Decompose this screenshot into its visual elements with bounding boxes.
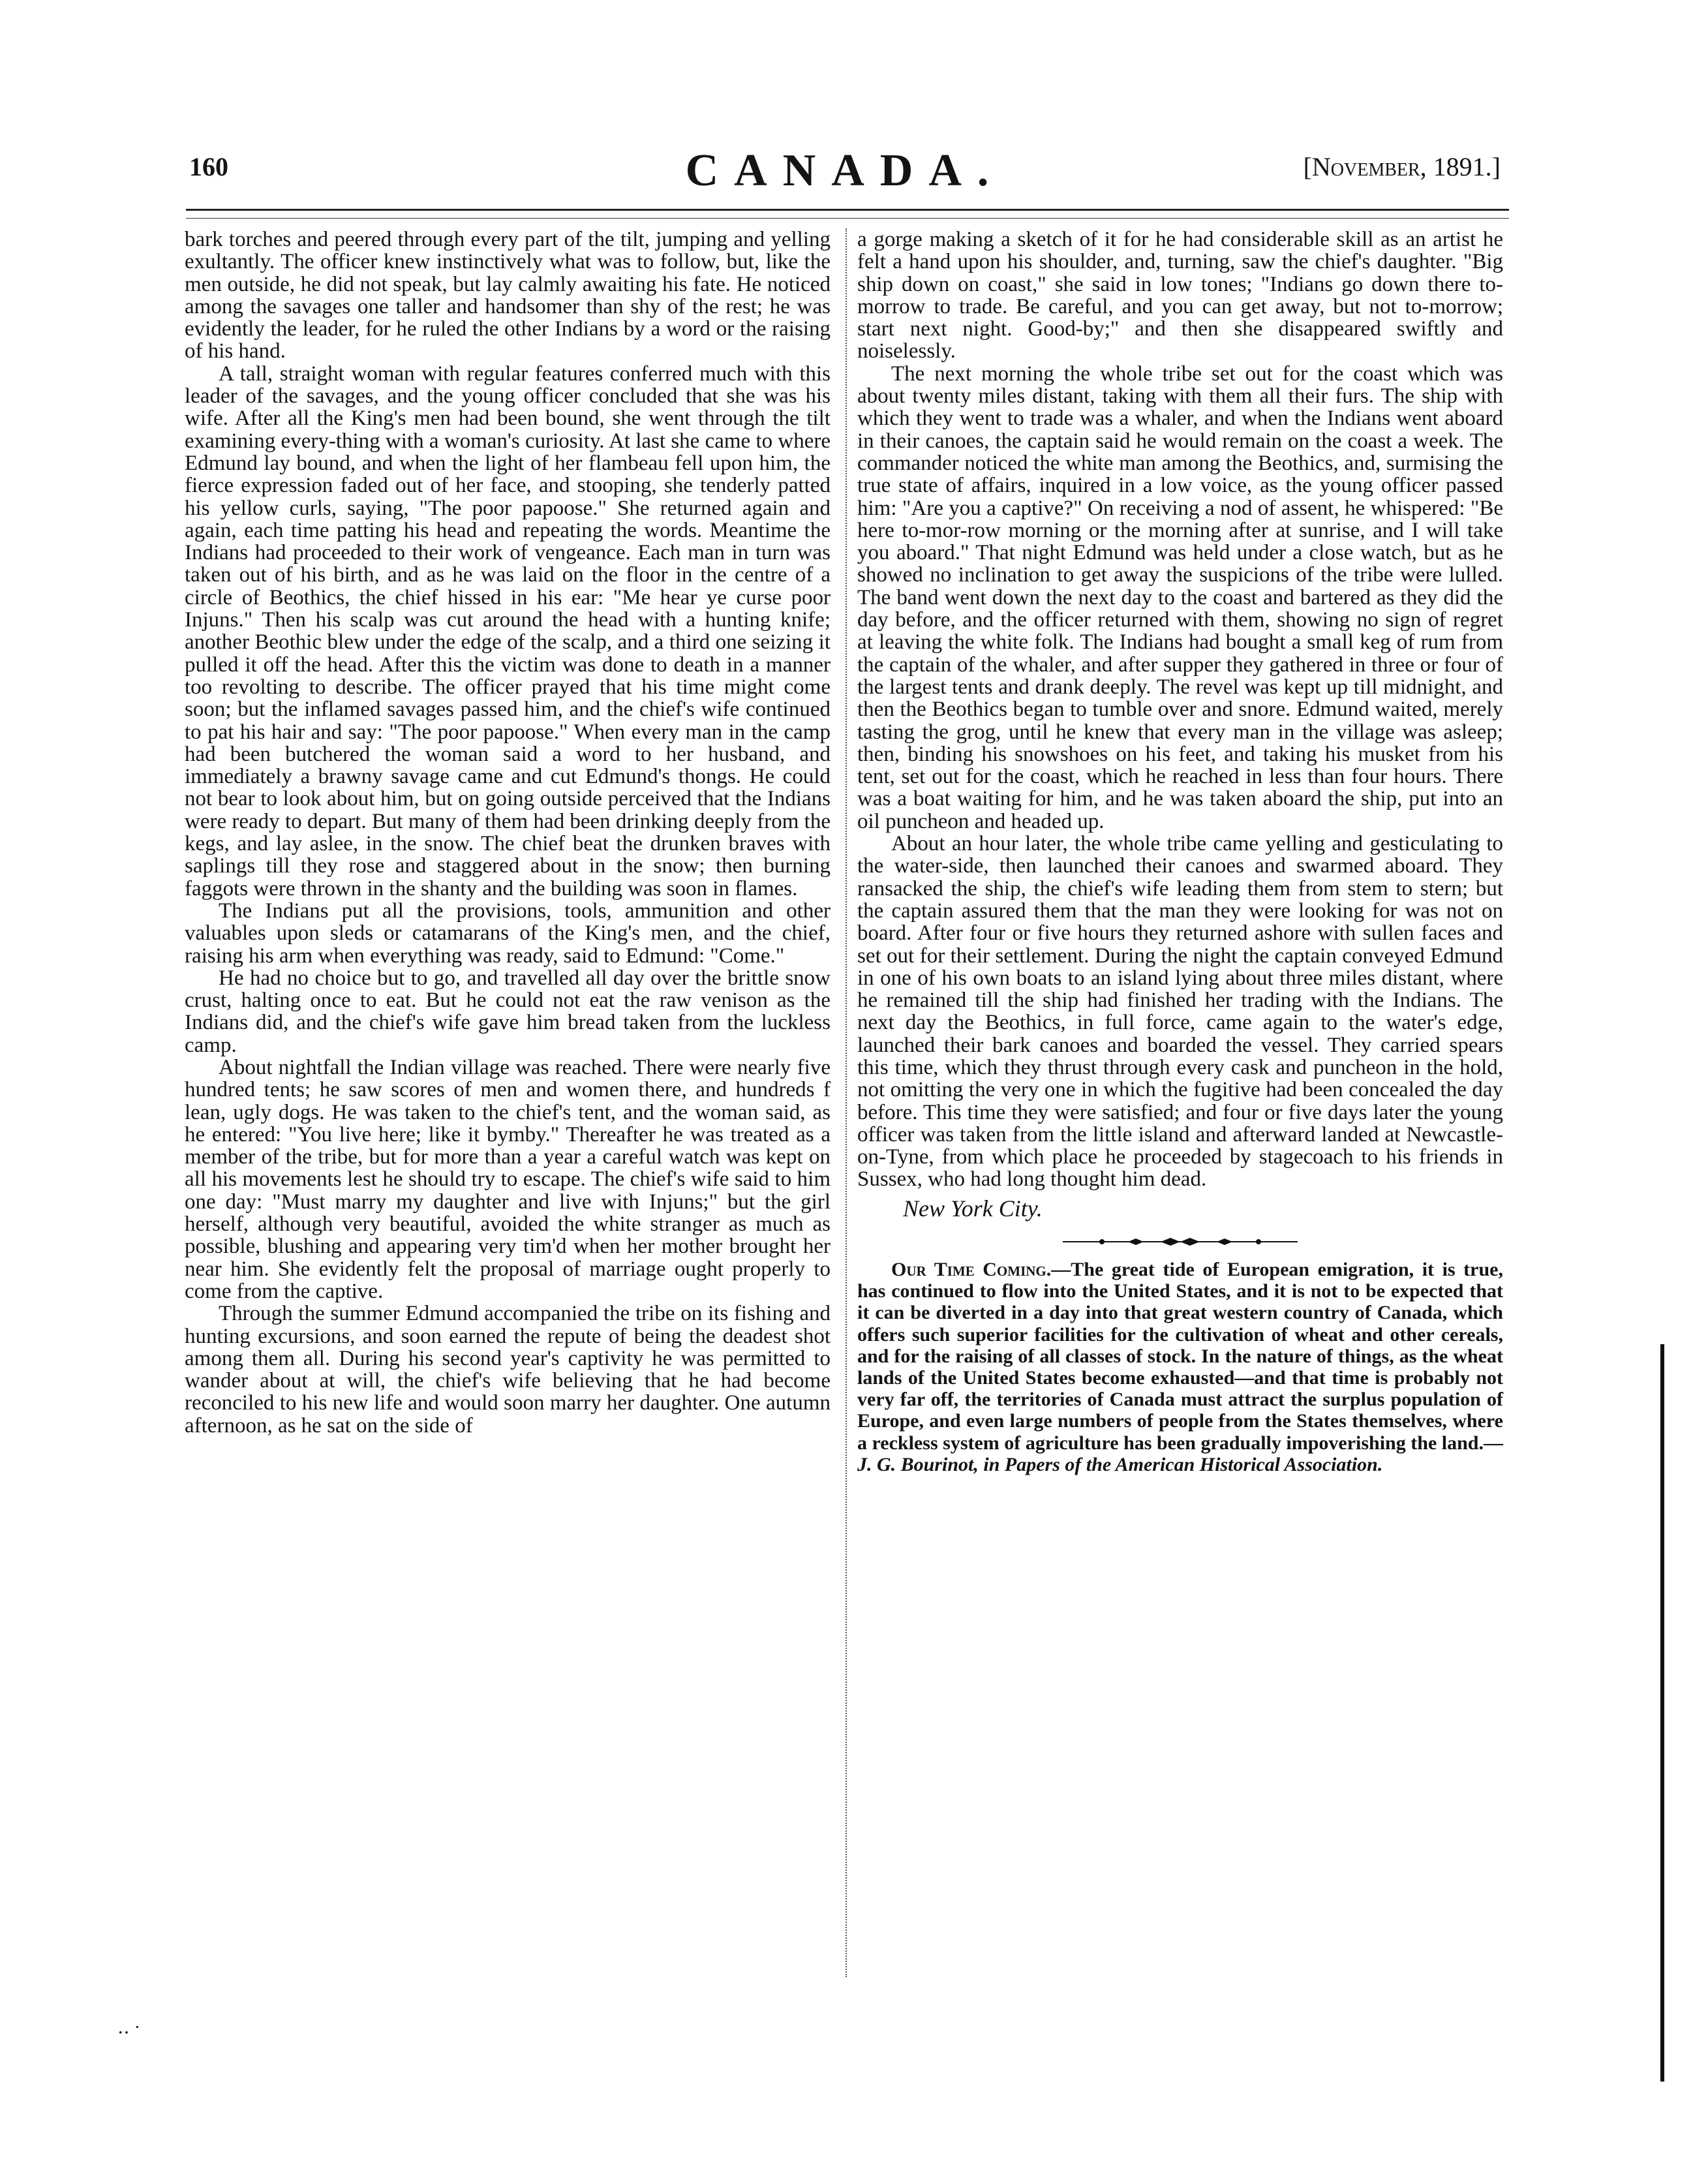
left-paragraph: The Indians put all the provisions, tools, ammunition and other valuables upon sleds or catamarans of the King's men, and the chief, raising his arm when everything was ready, said to Edmund: "Come." [185, 899, 831, 968]
issue-date: [November, 1891.] [1303, 152, 1501, 181]
header-rule-thin [186, 218, 1509, 219]
article-signature: New York City. [903, 1195, 1043, 1222]
left-paragraph: A tall, straight woman with regular features conferred much with this leader of the savages, and the young officer concluded that she was his wife. After all the King's men had been bound, she went through the tilt examining every-thing with a woman's curiosity. At last she came to where Edmund lay bound, and when the light of her flambeau fell upon him, the fierce expression faded out of her face, and stooping, she tenderly patted his yellow curls, saying, "The poor papoose." She returned again and again, each time patting his head and repeating the words. Meantime the Indians had proceeded to their work of vengeance. Each man in turn was taken out of his birth, and as he was laid on the floor in the centre of a circle of Beothics, the chief hissed in his ear: "Me hear ye curse poor Injuns." Then his scalp was cut around the head with a hunting knife; another Beothic blew under the edge of the scalp, and a third one seizing it pulled it off the head. After this the victim was done to death in a manner too revolting to describe. The officer prayed that his time might come soon; but the inflamed savages passed him, and the chief's wife continued to pat his hair and say: "The poor papoose." When every man in the camp had been butchered the woman said a word to her husband, and immediately a brawny savage came and cut Edmund's thongs. He could not bear to look about him, but on going outside perceived that the Indians were ready to depart. But many of them had been drinking deeply from the kegs, and lay aslee, in the snow. The chief beat the drunken braves with saplings till they rose and staggered about in the snow; then burning faggots were thrown in the shanty and the building was soon in flames. [185, 361, 831, 900]
note-heading: Our Time Coming. [891, 1259, 1052, 1281]
scan-edge-mark [1660, 1344, 1664, 2082]
left-column [185, 228, 831, 1437]
header-rule [186, 209, 1509, 211]
news-note [857, 1259, 1503, 1475]
left-paragraph: bark torches and peered through every part of the tilt, jumping and yelling exultantly. The officer knew instinctively what was to follow, but, like the men outside, he did not speak, but lay calmly awaiting his fate. He noticed among the savages one taller and handsomer than shy of the rest; he was evidently the leader, for he ruled the other Indians by a word or the raising of his hand. [185, 228, 831, 363]
left-paragraph: He had no choice but to go, and travelled all day over the brittle snow crust, halting once to eat. But he could not eat the raw venison as the Indians did, and the chief's wife gave him bread taken from the luckless camp. [185, 966, 831, 1057]
right-paragraph: About an hour later, the whole tribe came yelling and gesticulating to the water-side, then launched their canoes and swarmed aboard. They ransacked the ship, the chief's wife leading them from stem to stern; but the captain assured them that the man they were looking for was not on board. After four or five hours they returned ashore with sullen faces and set out for their settlement. During the night the captain conveyed Edmund in one of his own boats to an island lying about three miles distant, where he remained till the ship had finished her trading with the Indians. The next day the Beothics, in full force, came again to the water's edge, launched their bark canoes and boarded the vessel. They carried spears this time, which they thrust through every cask and puncheon in the hold, not omitting the very one in which the fugitive had been concealed the day before. This time they were satisfied; and four or five days later the young officer was taken from the little island and afterward landed at Newcastle-on-Tyne, from which place he proceeded by stagecoach to his friends in Sussex, who had long thought him dead. [857, 832, 1503, 1192]
right-paragraph: The next morning the whole tribe set out for the coast which was about twenty miles distant, taking with them all their furs. The ship with which they went to trade was a whaler, and when the Indians went aboard in their canoes, the captain said he would remain on the coast a week. The commander noticed the white man among the Beothics, and, surmising the true state of affairs, inquired in a low voice, as the young officer passed him: "Are you a captive?" On receiving a nod of assent, he whispered: "Be here to-mor-row morning or the morning after at sunrise, and I will take you aboard." That night Edmund was held under a close watch, but as he showed no inclination to get away the suspicions of the tribe were lulled. The band went down the next day to the coast and bartered as they did the day before, and the officer returned with them, showing no sign of regret at leaving the white folk. The Indians had bought a small keg of rum from the captain of the whaler, and after supper they gathered in three or four of the largest tents and drank deeply. The revel was kept up till midnight, and then the Beothics began to tumble over and snore. Edmund waited, merely tasting the grog, until he knew that every man in the village was asleep; then, binding his snowshoes on his feet, and taking his musket from his tent, set out for the coast, which he reached in less than four hours. There was a boat waiting for him, and he was taken aboard the ship, put into an oil puncheon and headed up. [857, 361, 1503, 833]
note-credit: J. G. Bourinot, in Papers of the American Historical Association. [857, 1453, 1383, 1475]
masthead-title: CANADA. [685, 146, 1005, 196]
left-paragraph: About nightfall the Indian village was reached. There were nearly five hundred tents; he saw scores of men and women there, and hundreds f lean, ugly dogs. He was taken to the chief's tent, and the woman said, as he entered: "You live here; like it bymby." Thereafter he was treated as a member of the tribe, but for more than a year a careful watch was kept on all his movements lest he should try to escape. The chief's wife said to him one day: "Must marry my daughter and live with Injuns;" but the girl herself, although very beautiful, avoided the white stranger as much as possible, blushing and appearing very tim'd when her mother brought her near him. She evidently felt the proposal of marriage ought properly to come from the captive. [185, 1055, 831, 1303]
ornament-divider-icon [1063, 1237, 1298, 1247]
note-body: —The great tide of European emigration, it is true, has continued to flow into the United States, and it is not to be expected that it can be diverted in a day into that great western country of Canada, which offers such superior facilities for the cultivation of wheat and other cereals, and for the raising of all classes of stock. In the nature of things, as the wheat lands of the United States become exhausted—and that time is probably not very far off, the territories of Canada must attract the surplus population of Europe, and even large numbers of people from the States themselves, where a reckless system of agriculture has been gradually impoverishing the land.— [857, 1259, 1503, 1454]
right-column [857, 228, 1503, 1475]
right-paragraph: a gorge making a sketch of it for he had considerable skill as an artist he felt a hand upon his shoulder, and, turning, saw the chief's daughter. "Big ship down on coast," she said in low tones; "Indians go down there to-morrow to trade. Be careful, and you can get away, but not to-morrow; start next night. Good-by;" and then she disappeared swiftly and noiselessly. [857, 228, 1503, 363]
column-divider [846, 228, 847, 1977]
scan-specks: ‥ · [117, 2018, 140, 2038]
page-number: 160 [189, 152, 228, 181]
page-header [189, 146, 1501, 197]
left-paragraph: Through the summer Edmund accompanied the tribe on its fishing and hunting excursions, and soon earned the repute of being the deadest shot among them all. During his second year's captivity he was permitted to wander about at will, the chief's wife believing that he had become reconciled to his new life and would soon marry her daughter. One autumn afternoon, as he sat on the side of [185, 1302, 831, 1438]
